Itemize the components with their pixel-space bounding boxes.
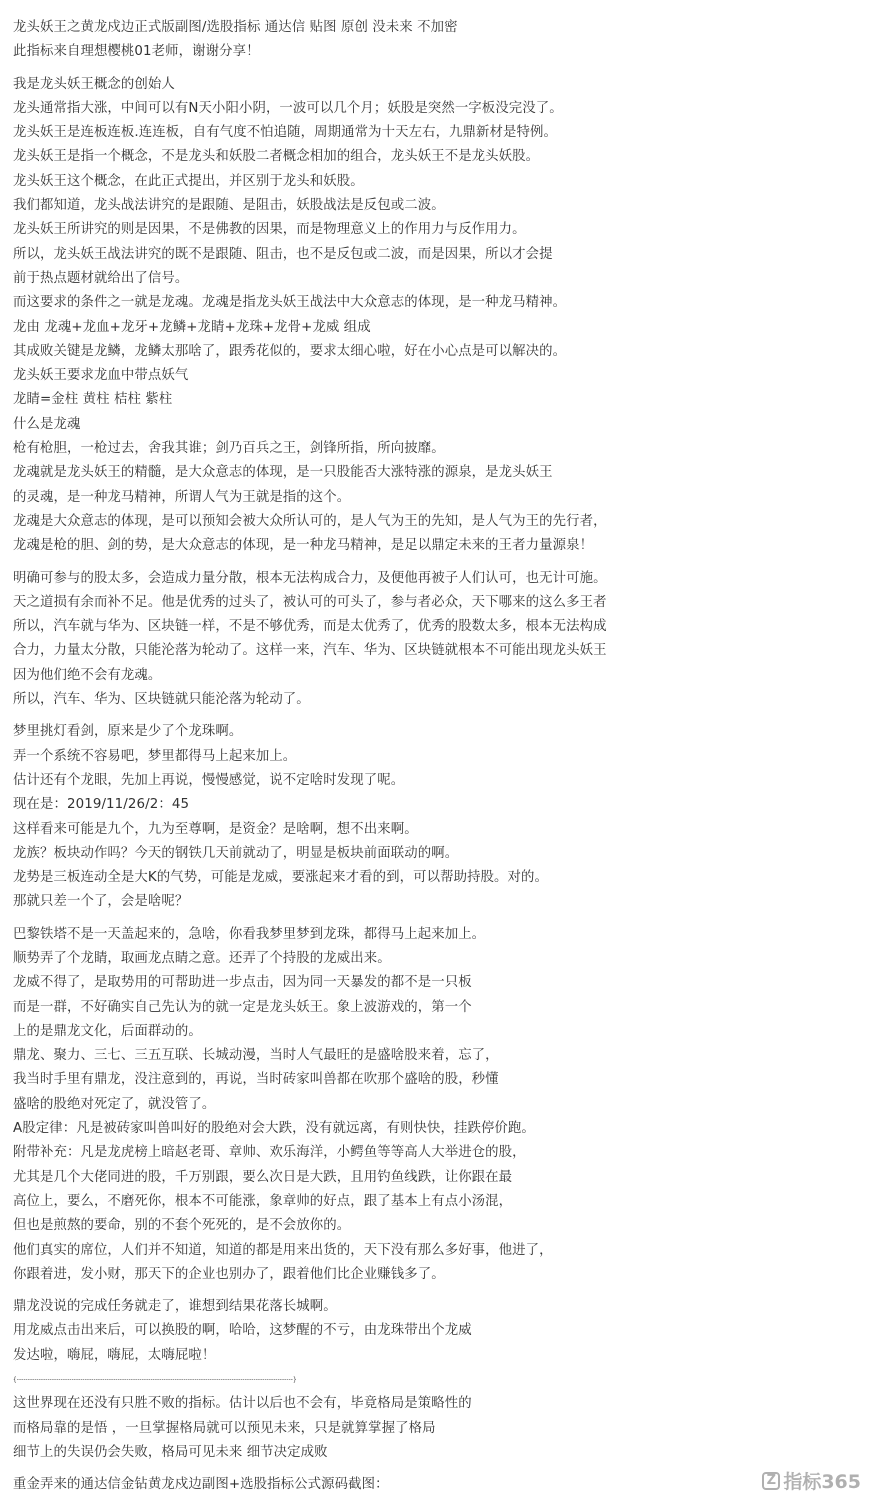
text-line: 前于热点题材就给出了信号。 bbox=[13, 270, 189, 286]
watermark-text: 指标365 bbox=[783, 1471, 861, 1493]
text-line: 龙头妖王要求龙血中带点妖气 bbox=[13, 368, 189, 384]
text-line: 枪有枪胆，一枪过去，舍我其谁；剑乃百兵之王，剑锋所指，所向披靡。 bbox=[13, 441, 445, 457]
text-line: A股定律：凡是被砖家叫兽叫好的股绝对会大跌，没有就远离，有则快快，挂跌停价跑。 bbox=[13, 1121, 535, 1137]
text-line: 我们都知道，龙头战法讲究的是跟随、是阻击，妖股战法是反包或二波。 bbox=[13, 198, 445, 214]
text-line: 高位上，要么，不磨死你，根本不可能涨，象章帅的好点，跟了基本上有点小汤混， bbox=[13, 1193, 513, 1209]
text-line: 弄一个系统不容易吧，梦里都得马上起来加上。 bbox=[13, 748, 297, 764]
text-line: 我是龙头妖王概念的创始人 bbox=[13, 76, 175, 92]
site-watermark bbox=[762, 1467, 861, 1494]
text-line: 重金弄来的通达信金钻黄龙戍边副图+选股指标公式源码截图： bbox=[13, 1477, 389, 1493]
article-paragraph bbox=[13, 16, 833, 65]
text-line: 细节上的失误仍会失败，格局可见未来 细节决定成败 bbox=[13, 1444, 328, 1460]
text-line: 龙头妖王是连板连板.连连板，自有气度不怕追随，周期通常为十天左右，九鼎新材是特例。 bbox=[13, 125, 557, 141]
text-line: 发达啦，嗨屁，嗨屁，太嗨屁啦！ bbox=[13, 1347, 216, 1363]
text-line: 龙由 龙魂+龙血+龙牙+龙鳞+龙睛+龙珠+龙骨+龙威 组成 bbox=[13, 319, 371, 335]
text-line: 这世界现在还没有只胜不败的指标。估计以后也不会有，毕竟格局是策略性的 bbox=[13, 1396, 472, 1412]
article-body bbox=[13, 16, 833, 1506]
text-line: 龙族？板块动作吗？今天的钢铁几天前就动了，明显是板块前面联动的啊。 bbox=[13, 845, 459, 861]
text-line: 顺势弄了个龙睛，取画龙点睛之意。还弄了个持股的龙威出来。 bbox=[13, 950, 391, 966]
text-line: 什么是龙魂 bbox=[13, 416, 81, 432]
text-line: 龙威不得了，是取势用的可帮助进一步点击，因为同一天暴发的都不是一只板 bbox=[13, 975, 472, 991]
article-paragraph bbox=[13, 923, 833, 1287]
article-paragraph bbox=[13, 567, 833, 713]
text-line: 上的是鼎龙文化，后面群动的。 bbox=[13, 1023, 202, 1039]
article-paragraph bbox=[13, 1295, 833, 1465]
text-line: 而是一群，不好确实自己先认为的就一定是龙头妖王。象上波游戏的，第一个 bbox=[13, 999, 472, 1015]
text-line: 的灵魂，是一种龙马精神，所谓人气为王就是指的这个。 bbox=[13, 489, 351, 505]
text-line: 我当时手里有鼎龙，没注意到的，再说，当时砖家叫兽都在吹那个盛啥的股，秒懂 bbox=[13, 1072, 499, 1088]
article-paragraph bbox=[13, 720, 833, 914]
text-line: 鼎龙没说的完成任务就走了，谁想到结果花落长城啊。 bbox=[13, 1299, 337, 1315]
text-line: 梦里挑灯看剑，原来是少了个龙珠啊。 bbox=[13, 724, 243, 740]
text-line: 龙头妖王是指一个概念，不是龙头和妖股二者概念相加的组合，龙头妖王不是龙头妖股。 bbox=[13, 149, 540, 165]
text-line: 天之道损有余而补不足。他是优秀的过头了，被认可的可头了，参与者必众，天下哪来的这么多王者 bbox=[13, 594, 607, 610]
text-line: 而这要求的条件之一就是龙魂。龙魂是指龙头妖王战法中大众意志的体现，是一种龙马精神。 bbox=[13, 295, 567, 311]
text-line: 因为他们绝不会有龙魂。 bbox=[13, 667, 162, 683]
text-line: {------------------------------------------------------------------------------------------------------------------------------} bbox=[13, 1377, 297, 1384]
text-line: 此指标来自理想樱桃01老师，谢谢分享！ bbox=[13, 44, 260, 60]
text-line: 但也是煎熬的要命，别的不套个死死的，是不会放你的。 bbox=[13, 1218, 351, 1234]
text-line: 而格局靠的是悟 ，一旦掌握格局就可以预见未来，只是就算掌握了格局 bbox=[13, 1420, 436, 1436]
text-line: 现在是：2019/11/26/2：45 bbox=[13, 797, 190, 813]
text-line: 巴黎铁塔不是一天盖起来的，急啥，你看我梦里梦到龙珠，都得马上起来加上。 bbox=[13, 926, 486, 942]
text-line: 龙头妖王这个概念，在此正式提出，并区别于龙头和妖股。 bbox=[13, 173, 364, 189]
text-line: 龙头妖王所讲究的则是因果，不是佛教的因果，而是物理意义上的作用力与反作用力。 bbox=[13, 222, 526, 238]
text-line: 龙头妖王之黄龙戍边正式版副图/选股指标 通达信 贴图 原创 没未来 不加密 bbox=[13, 20, 458, 35]
text-line: 估计还有个龙眼，先加上再说，慢慢感觉，说不定啥时发现了呢。 bbox=[13, 772, 405, 788]
text-line: 你跟着进，发小财，那天下的企业也别办了，跟着他们比企业赚钱多了。 bbox=[13, 1266, 445, 1282]
zhibiao365-logo-icon: Z bbox=[762, 1472, 780, 1490]
text-line: 所以，汽车就与华为、区块链一样，不是不够优秀，而是太优秀了，优秀的股数太多，根本无法构成 bbox=[13, 619, 607, 635]
text-line: 所以，龙头妖王战法讲究的既不是跟随、阻击，也不是反包或二波，而是因果，所以才会提 bbox=[13, 246, 553, 262]
text-line: 鼎龙、聚力、三七、三五互联、长城动漫，当时人气最旺的是盛啥股来着，忘了， bbox=[13, 1048, 499, 1064]
text-line: 这样看来可能是九个，九为至尊啊，是资金？是啥啊，想不出来啊。 bbox=[13, 821, 418, 837]
text-line: 合力，力量太分散，只能沦落为轮动了。这样一来，汽车、华为、区块链就根本不可能出现龙头妖王 bbox=[13, 643, 607, 659]
text-line: 龙魂是枪的胆、剑的势，是大众意志的体现，是一种龙马精神，是足以鼎定未来的王者力量源泉！ bbox=[13, 538, 594, 554]
text-line: 那就只差一个了，会是啥呢？ bbox=[13, 894, 189, 910]
text-line: 他们真实的席位，人们并不知道，知道的都是用来出货的，天下没有那么多好事，他进了， bbox=[13, 1242, 553, 1258]
text-line: 附带补充：凡是龙虎榜上暗赵老哥、章帅、欢乐海洋，小鳄鱼等等高人大举进仓的股， bbox=[13, 1145, 526, 1161]
article-paragraph bbox=[13, 73, 833, 559]
text-line: 龙头通常指大涨，中间可以有N天小阳小阴，一波可以几个月；妖股是突然一字板没完没了。 bbox=[13, 100, 563, 116]
text-line: 其成败关键是龙鳞，龙鳞太那啥了，跟秀花似的，要求太细心啦，好在小心点是可以解决的。 bbox=[13, 343, 567, 359]
text-line: 龙魂就是龙头妖王的精髓，是大众意志的体现，是一只股能否大涨特涨的源泉，是龙头妖王 bbox=[13, 465, 553, 481]
text-line: 尤其是几个大佬同进的股，千万别跟，要么次日是大跌，且用钓鱼线跌，让你跟在最 bbox=[13, 1169, 513, 1185]
article-paragraph bbox=[13, 1473, 833, 1497]
text-line: 所以，汽车、华为、区块链就只能沦落为轮动了。 bbox=[13, 692, 310, 708]
text-line: 龙魂是大众意志的体现，是可以预知会被大众所认可的，是人气为王的先知，是人气为王的先行者， bbox=[13, 513, 607, 529]
text-line: 龙睛=金柱 黄柱 桔柱 紫柱 bbox=[13, 392, 173, 408]
text-line: 盛啥的股绝对死定了，就没管了。 bbox=[13, 1096, 216, 1112]
text-line: 用龙威点击出来后，可以换股的啊，哈哈，这梦醒的不亏，由龙珠带出个龙威 bbox=[13, 1323, 472, 1339]
text-line: 龙势是三板连动全是大K的气势，可能是龙威，要涨起来才看的到，可以帮助持股。对的。 bbox=[13, 870, 549, 886]
text-line: 明确可参与的股太多，会造成力量分散，根本无法构成合力，及便他再被子人们认可，也无计可施。 bbox=[13, 570, 607, 586]
